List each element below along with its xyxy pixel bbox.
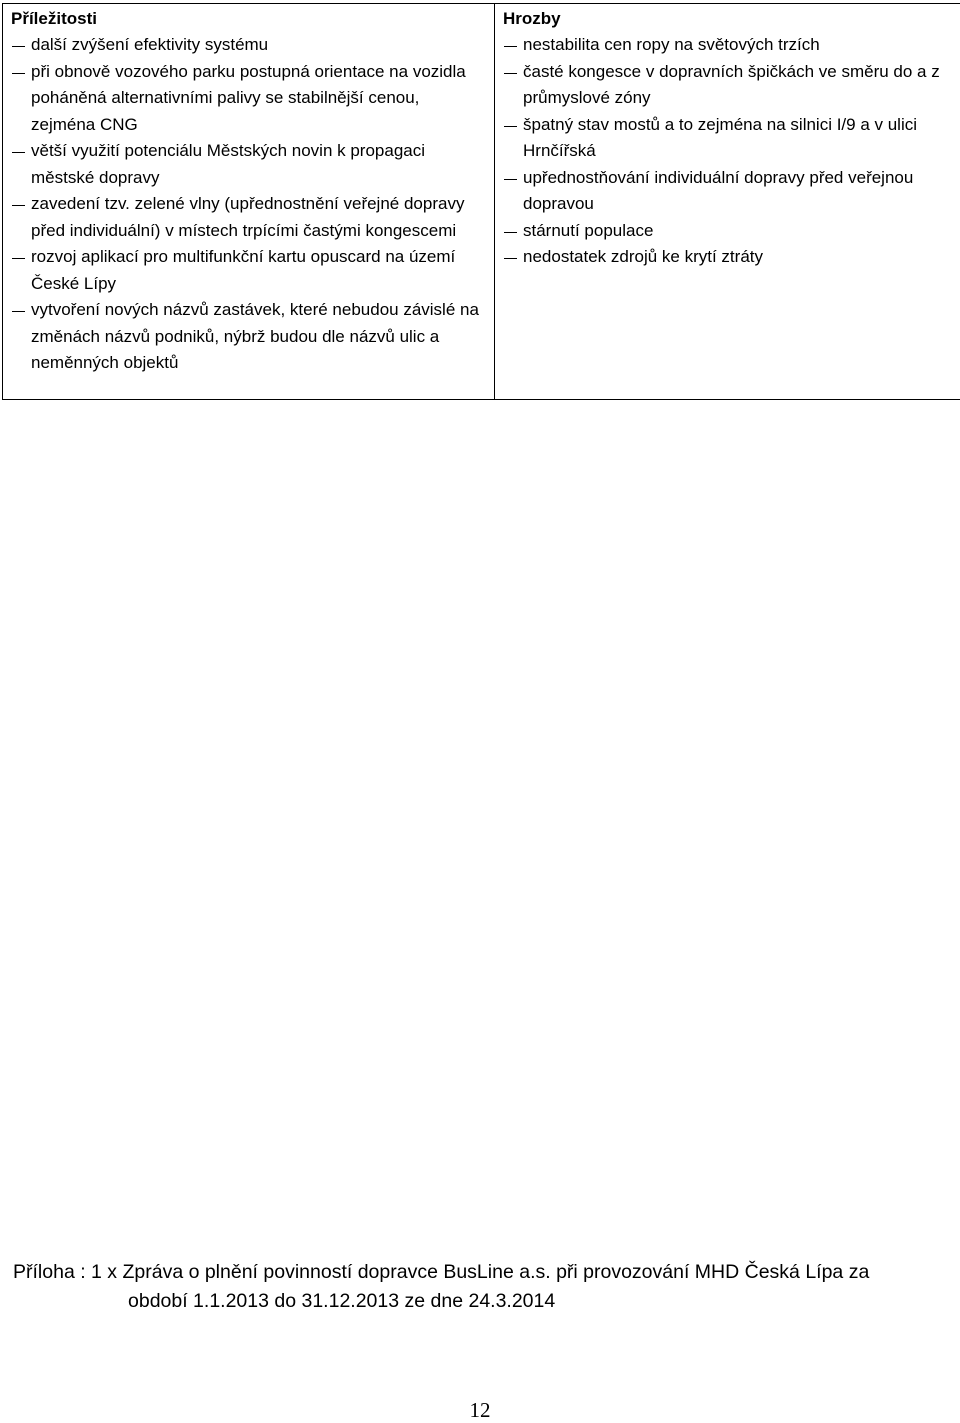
list-item: další zvýšení efektivity systému	[11, 32, 486, 59]
swot-row	[3, 4, 960, 400]
threats-cell	[495, 4, 960, 400]
list-item: upřednostňování individuální dopravy před veřejnou dopravou	[503, 165, 960, 218]
list-item: vytvoření nových názvů zastávek, které nebudou závislé na změnách názvů podniků, nýbrž budou dle názvů ulic a neměnných objektů	[11, 297, 486, 377]
list-item: zavedení tzv. zelené vlny (upřednostnění veřejné dopravy před individuální) v místech trpícími častými kongescemi	[11, 191, 486, 244]
appendix-line-2: období 1.1.2013 do 31.12.2013 ze dne 24.3.2014	[128, 1290, 556, 1312]
threats-title: Hrozby	[503, 9, 561, 28]
list-item: větší využití potenciálu Městských novin k propagaci městské dopravy	[11, 138, 486, 191]
opportunities-list	[11, 32, 486, 377]
page-number: 12	[469, 1398, 491, 1422]
list-item: špatný stav mostů a to zejména na silnici I/9 a v ulici Hrnčířská	[503, 112, 960, 165]
list-item: rozvoj aplikací pro multifunkční kartu opuscard na území České Lípy	[11, 244, 486, 297]
swot-table	[2, 3, 960, 400]
list-item: stárnutí populace	[503, 218, 960, 245]
appendix-line-1: Příloha : 1 x Zpráva o plnění povinností dopravce BusLine a.s. při provozování MHD Česká Lípa za	[13, 1261, 870, 1283]
appendix-note	[13, 1258, 943, 1316]
list-item: časté kongesce v dopravních špičkách ve směru do a z průmyslové zóny	[503, 59, 960, 112]
threats-list	[503, 32, 960, 271]
list-item: při obnově vozového parku postupná orientace na vozidla poháněná alternativními palivy se stabilnější cenou, zejména CNG	[11, 59, 486, 139]
opportunities-title: Příležitosti	[11, 9, 97, 28]
list-item: nestabilita cen ropy na světových trzích	[503, 32, 960, 59]
opportunities-cell	[3, 4, 495, 400]
list-item: nedostatek zdrojů ke krytí ztráty	[503, 244, 960, 271]
